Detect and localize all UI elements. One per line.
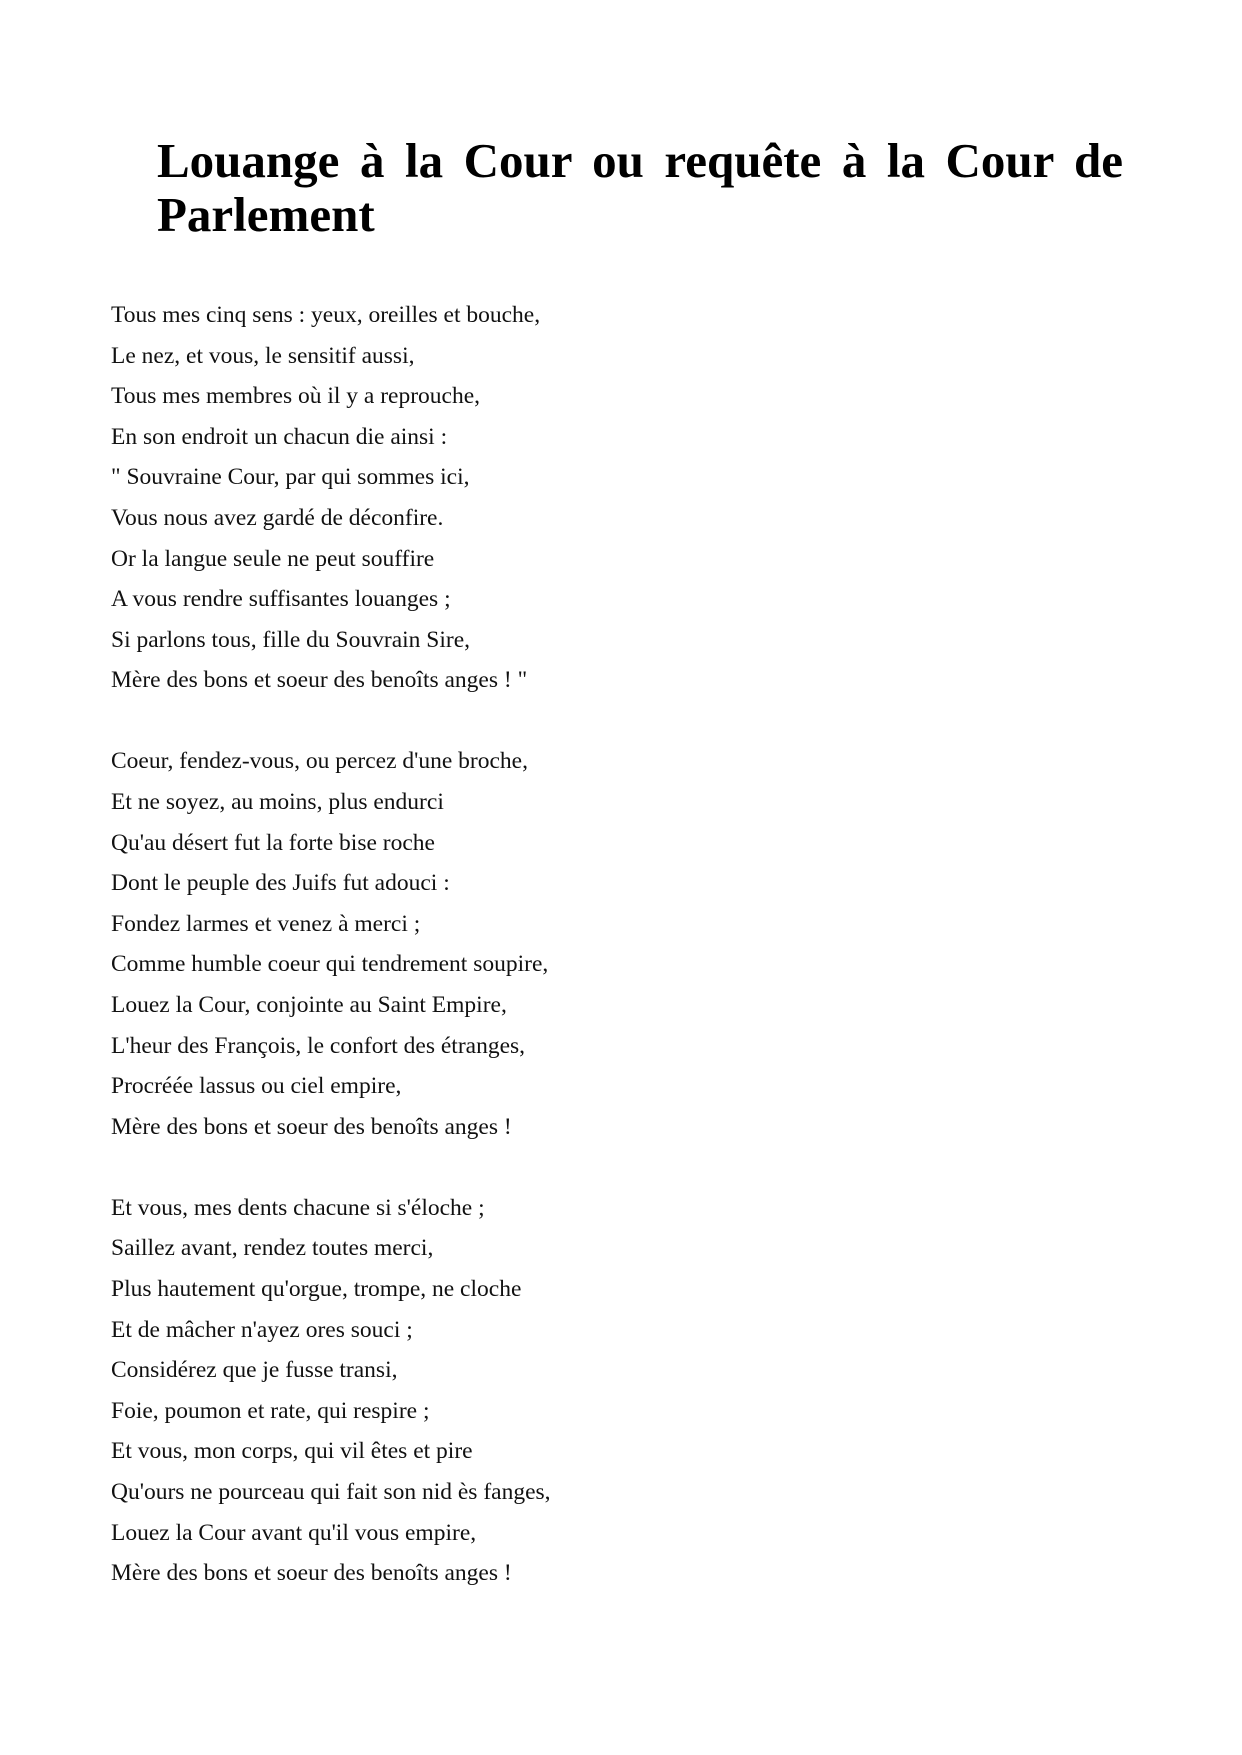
verse-line: Or la langue seule ne peut souffire xyxy=(111,545,435,572)
stanza-3 xyxy=(111,1188,1011,1594)
verse-line: Qu'ours ne pourceau qui fait son nid ès fanges, xyxy=(111,1479,551,1506)
verse-line: Plus hautement qu'orgue, trompe, ne cloche xyxy=(111,1276,522,1303)
verse-line: Vous nous avez gardé de déconfire. xyxy=(111,504,444,531)
verse-line: Et vous, mon corps, qui vil êtes et pire xyxy=(111,1438,473,1465)
verse-line: Saillez avant, rendez toutes merci, xyxy=(111,1235,434,1262)
verse-line: A vous rendre suffisantes louanges ; xyxy=(111,586,451,613)
verse-line: Mère des bons et soeur des benoîts anges ! " xyxy=(111,667,528,694)
verse-line: Mère des bons et soeur des benoîts anges ! xyxy=(111,1560,512,1587)
verse-line: Tous mes cinq sens : yeux, oreilles et bouche, xyxy=(111,302,541,328)
verse-line: L'heur des François, le confort des étranges, xyxy=(111,1032,526,1059)
poem-title: Louange à la Cour ou requête à la Cour de Parlement xyxy=(157,133,1123,242)
verse-line: Coeur, fendez-vous, ou percez d'une broche, xyxy=(111,748,528,775)
verse-line: Procréée lassus ou ciel empire, xyxy=(111,1073,402,1100)
verse-line: Fondez larmes et venez à merci ; xyxy=(111,910,421,937)
stanza-2 xyxy=(111,741,1011,1147)
verse-line: Considérez que je fusse transi, xyxy=(111,1357,398,1384)
verse-line: Et de mâcher n'ayez ores souci ; xyxy=(111,1316,413,1343)
verse-line: Le nez, et vous, le sensitif aussi, xyxy=(111,342,415,369)
stanza-1 xyxy=(111,295,1011,701)
verse-line: Louez la Cour, conjointe au Saint Empire, xyxy=(111,992,507,1018)
verse-line: Si parlons tous, fille du Souvrain Sire, xyxy=(111,626,471,653)
verse-line: Tous mes membres où il y a reprouche, xyxy=(111,383,481,410)
verse-line: " Souvraine Cour, par qui sommes ici, xyxy=(111,464,470,491)
verse-line: Louez la Cour avant qu'il vous empire, xyxy=(111,1519,477,1546)
poem-body xyxy=(111,295,1011,1634)
verse-line: Et ne soyez, au moins, plus endurci xyxy=(111,789,444,816)
verse-line: Mère des bons et soeur des benoîts anges ! xyxy=(111,1113,512,1140)
verse-line: Comme humble coeur qui tendrement soupire, xyxy=(111,951,549,978)
verse-line: En son endroit un chacun die ainsi : xyxy=(111,423,448,450)
verse-line: Qu'au désert fut la forte bise roche xyxy=(111,829,435,856)
verse-line: Et vous, mes dents chacune si s'éloche ; xyxy=(111,1194,485,1221)
verse-line: Foie, poumon et rate, qui respire ; xyxy=(111,1397,430,1424)
verse-line: Dont le peuple des Juifs fut adouci : xyxy=(111,870,450,897)
